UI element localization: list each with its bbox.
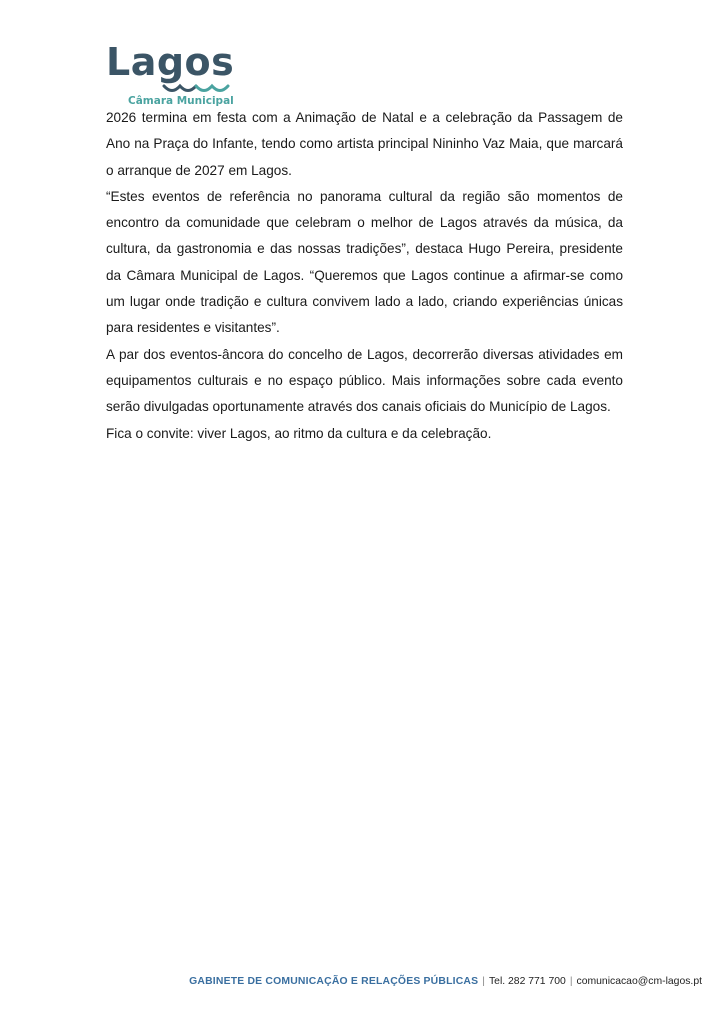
paragraph: “Estes eventos de referência no panorama cultural da região são momentos de encontro da comunidade que celebram o melhor de Lagos através da música, da cultura, da gastronomia e das nossas tradições”, destaca Hugo Pereira, presidente da Câmara Municipal de Lagos. “Queremos que Lagos continue a afirmar-se como um lugar onde tradição e cultura convivem lado a lado, criando experiências únicas para residentes e visitantes”. <box>106 188 623 336</box>
footer-phone: Tel. 282 771 700 <box>488 976 566 987</box>
logo-subtitle: Câmara Municipal <box>128 95 234 107</box>
municipal-logo <box>106 40 246 110</box>
page-footer <box>189 976 702 987</box>
logo-name: Lagos <box>106 40 235 84</box>
paragraph: Fica o convite: viver Lagos, ao ritmo da cultura e da celebração. <box>106 425 492 441</box>
footer-department: GABINETE DE COMUNICAÇÃO E RELAÇÕES PÚBLICAS <box>189 976 479 987</box>
paragraph: A par dos eventos-âncora do concelho de Lagos, decorrerão diversas atividades em equipamentos culturais e no espaço público. Mais informações sobre cada evento serão divulgadas oportunamente através dos canais oficiais do Município de Lagos. <box>106 346 623 415</box>
paragraph: 2026 termina em festa com a Animação de Natal e a celebração da Passagem de Ano na Praça do Infante, tendo como artista principal Nininho Vaz Maia, que marcará o arranque de 2027 em Lagos. <box>106 110 623 178</box>
footer-separator: | <box>569 976 573 987</box>
waves-icon <box>162 82 238 96</box>
footer-separator: | <box>482 976 485 987</box>
press-release-body <box>106 105 623 447</box>
footer-email: comunicacao@cm-lagos.pt <box>576 976 702 987</box>
